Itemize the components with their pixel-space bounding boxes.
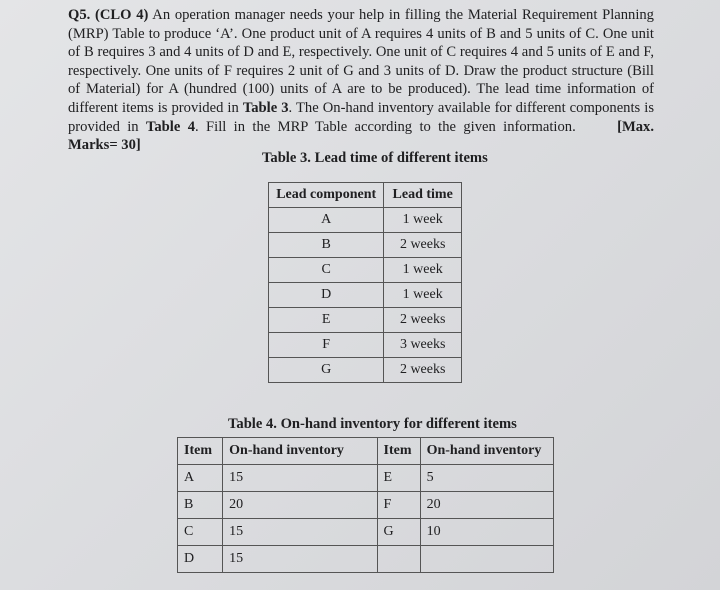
component-cell: C bbox=[269, 258, 384, 283]
header-on-hand: On-hand inventory bbox=[223, 438, 377, 465]
table3-reference: Table 3 bbox=[242, 99, 289, 116]
table-row bbox=[269, 358, 462, 383]
inventory-cell: 20 bbox=[223, 492, 377, 519]
inventory-cell: 15 bbox=[223, 519, 377, 546]
inventory-cell: 15 bbox=[223, 465, 377, 492]
table-header-row bbox=[178, 438, 554, 465]
table-row bbox=[269, 308, 462, 333]
empty-cell bbox=[377, 546, 420, 573]
question-body-1: An operation manager needs your help in filling the Material Requirement Planning (MRP) Table to produce ‘A’. One product unit of A requires 4 units of B and 5 units of C. One unit of B requires 3 and 4 units of D and E, respectively. One unit of C requires 4 and 5 units of E and F, respectively. One units of F requires 2 unit of G and 3 units of D. Draw the product structure (Bill of Material) for A (hundred (100) units of A are to be produced). The lead time information of different items is provided in bbox=[68, 7, 654, 116]
component-cell: G bbox=[269, 358, 384, 383]
table-row bbox=[178, 492, 554, 519]
empty-cell bbox=[420, 546, 553, 573]
header-lead-component: Lead component bbox=[269, 183, 384, 208]
table-header-row bbox=[269, 183, 462, 208]
lead-time-cell: 1 week bbox=[384, 258, 462, 283]
lead-time-cell: 2 weeks bbox=[384, 308, 462, 333]
component-cell: D bbox=[269, 283, 384, 308]
max-marks-inline: [Max. Marks= 30] bbox=[68, 118, 654, 154]
table-row bbox=[178, 519, 554, 546]
lead-time-cell: 2 weeks bbox=[384, 233, 462, 258]
table-row bbox=[269, 283, 462, 308]
table3-caption: Table 3. Lead time of different items bbox=[262, 150, 488, 166]
header-lead-time: Lead time bbox=[384, 183, 462, 208]
inventory-cell: 20 bbox=[420, 492, 553, 519]
header-on-hand-2: On-hand inventory bbox=[420, 438, 553, 465]
lead-time-cell: 3 weeks bbox=[384, 333, 462, 358]
table4-reference: Table 4 bbox=[145, 118, 195, 135]
item-cell: C bbox=[178, 519, 223, 546]
component-cell: F bbox=[269, 333, 384, 358]
inventory-cell: 5 bbox=[420, 465, 553, 492]
lead-time-table bbox=[268, 182, 462, 383]
header-item-2: Item bbox=[377, 438, 420, 465]
component-cell: A bbox=[269, 208, 384, 233]
inventory-cell: 15 bbox=[223, 546, 377, 573]
lead-time-cell: 1 week bbox=[384, 208, 462, 233]
lead-time-cell: 2 weeks bbox=[384, 358, 462, 383]
component-cell: E bbox=[269, 308, 384, 333]
on-hand-inventory-table bbox=[177, 437, 554, 573]
item-cell: B bbox=[178, 492, 223, 519]
question-text bbox=[68, 6, 654, 155]
table-row bbox=[269, 208, 462, 233]
table-row bbox=[269, 333, 462, 358]
table-row bbox=[178, 465, 554, 492]
question-body-3: . Fill in the MRP Table according to the given information. bbox=[195, 118, 576, 135]
component-cell: B bbox=[269, 233, 384, 258]
item-cell: D bbox=[178, 546, 223, 573]
lead-time-cell: 1 week bbox=[384, 283, 462, 308]
item-cell: E bbox=[377, 465, 420, 492]
item-cell: F bbox=[377, 492, 420, 519]
table-row bbox=[269, 258, 462, 283]
item-cell: A bbox=[178, 465, 223, 492]
table-row bbox=[178, 546, 554, 573]
question-body-2: . The On-hand inventory available for different components is provided in bbox=[68, 99, 654, 135]
table-row bbox=[269, 233, 462, 258]
table4-caption: Table 4. On-hand inventory for different items bbox=[228, 416, 517, 432]
inventory-cell: 10 bbox=[420, 519, 553, 546]
question-label: Q5. (CLO 4) bbox=[68, 7, 149, 23]
header-item: Item bbox=[178, 438, 223, 465]
item-cell: G bbox=[377, 519, 420, 546]
